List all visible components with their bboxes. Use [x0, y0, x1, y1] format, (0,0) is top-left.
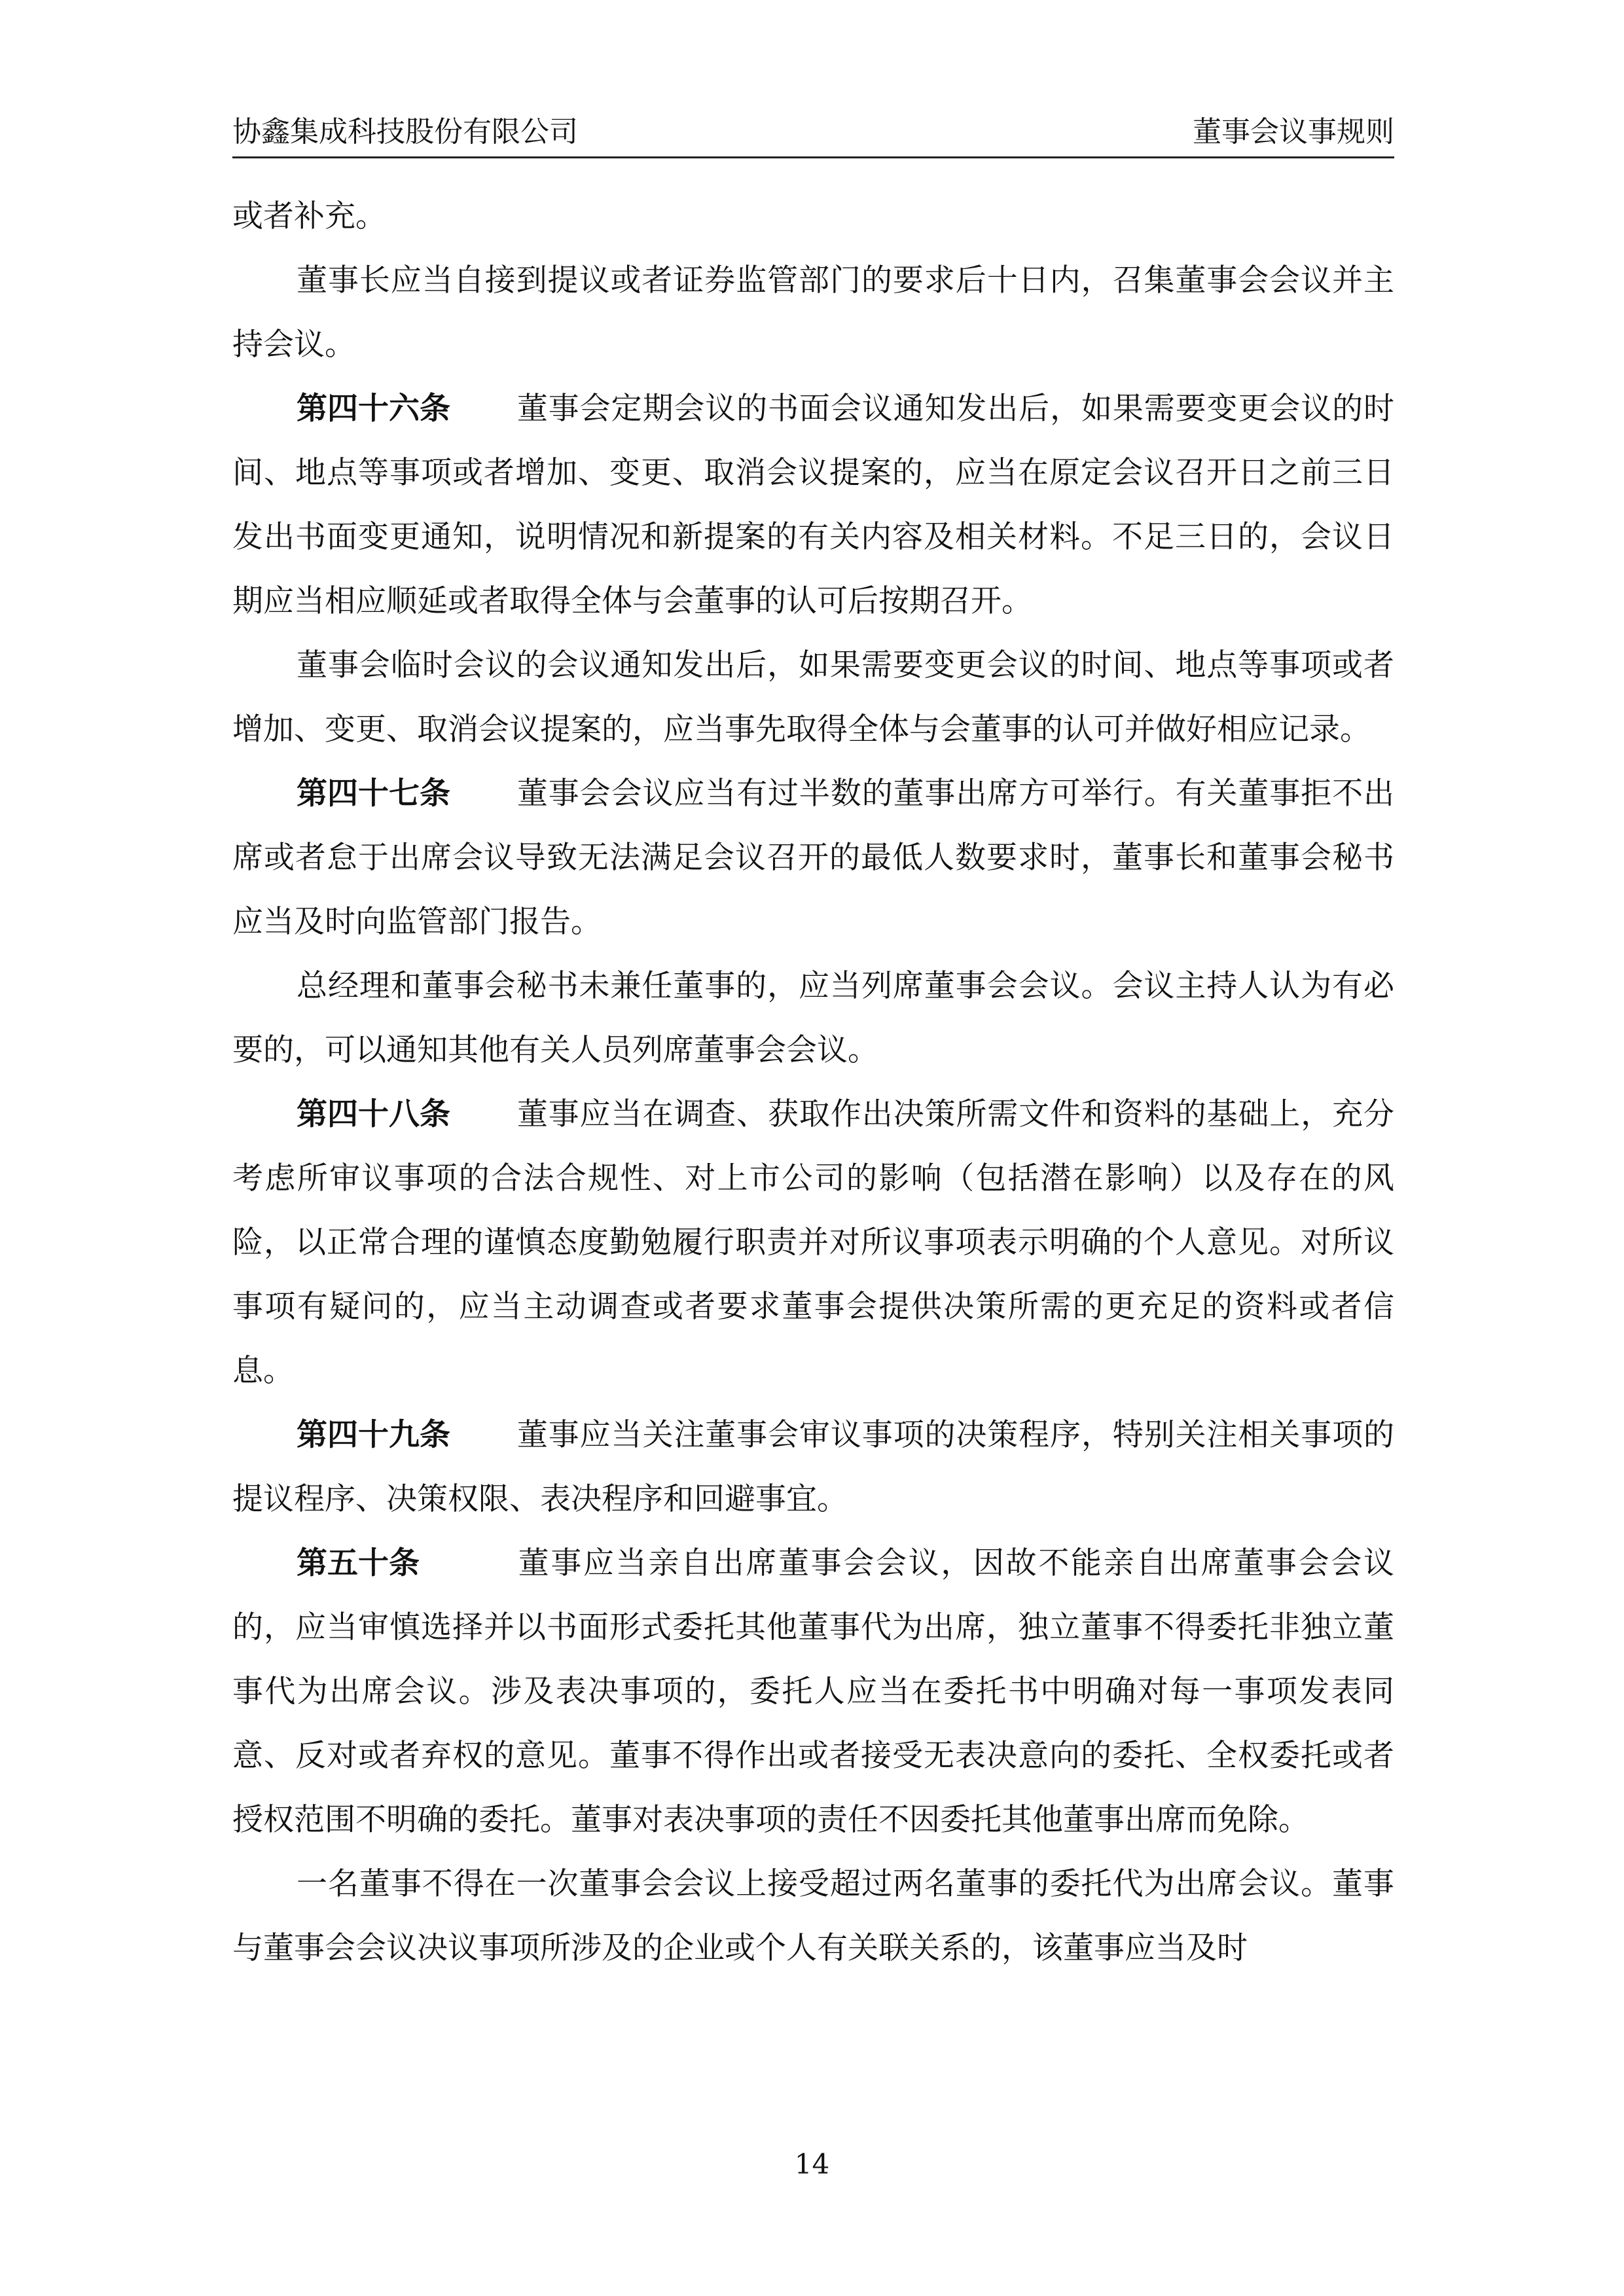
paragraph-text: 一名董事不得在一次董事会会议上接受超过两名董事的委托代为出席会议。董事与董事会会议决议事项所涉及的企业或个人有关联关系的，该董事应当及时 — [232, 1866, 1394, 1966]
paragraph — [232, 634, 1394, 762]
paragraph-text: 或者补充。 — [232, 198, 386, 234]
paragraph-text: 董事长应当自接到提议或者证券监管部门的要求后十日内，召集董事会会议并主持会议。 — [232, 262, 1394, 363]
paragraph-text: 董事应当亲自出席董事会会议，因故不能亲自出席董事会会议的，应当审慎选择并以书面形式委托其他董事代为出席，独立董事不得委托非独立董事代为出席会议。涉及表决事项的，委托人应当在委托书中明确对每一事项发表同意、反对或者弃权的意见。董事不得作出或者接受无表决意向的委托、全权委托或者授权范围不明确的委托。董事对表决事项的责任不因委托其他董事出席而免除。 — [232, 1545, 1394, 1838]
document-body — [232, 185, 1394, 1981]
article-number: 第四十七条 — [297, 776, 450, 812]
article-paragraph — [232, 377, 1394, 634]
article-paragraph — [232, 1532, 1394, 1852]
paragraph-text: 董事应当在调查、获取作出决策所需文件和资料的基础上，充分考虑所审议事项的合法合规性、对上市公司的影响（包括潜在影响）以及存在的风险，以正常合理的谨慎态度勤勉履行职责并对所议事项表示明确的个人意见。对所议事项有疑问的，应当主动调查或者要求董事会提供决策所需的更充足的资料或者信息。 — [232, 1096, 1394, 1389]
paragraph-text: 董事会临时会议的会议通知发出后，如果需要变更会议的时间、地点等事项或者增加、变更、取消会议提案的，应当事先取得全体与会董事的认可并做好相应记录。 — [232, 647, 1394, 747]
page-header — [232, 110, 1394, 158]
paragraph — [232, 1852, 1394, 1981]
page-number: 14 — [794, 2148, 830, 2180]
document-title: 董事会议事规则 — [1193, 115, 1394, 149]
article-number: 第四十八条 — [297, 1096, 450, 1132]
article-number: 第四十六条 — [297, 391, 450, 427]
paragraph-text: 总经理和董事会秘书未兼任董事的，应当列席董事会会议。会议主持人认为有必要的，可以通知其他有关人员列席董事会会议。 — [232, 968, 1394, 1068]
paragraph-text: 董事会会议应当有过半数的董事出席方可举行。有关董事拒不出席或者怠于出席会议导致无法满足会议召开的最低人数要求时，董事长和董事会秘书应当及时向监管部门报告。 — [232, 776, 1394, 940]
paragraph-text: 董事应当关注董事会审议事项的决策程序，特别关注相关事项的提议程序、决策权限、表决程序和回避事宜。 — [232, 1417, 1394, 1517]
article-paragraph — [232, 762, 1394, 954]
article-paragraph — [232, 1083, 1394, 1403]
company-name: 协鑫集成科技股份有限公司 — [232, 115, 578, 149]
paragraph — [232, 249, 1394, 377]
article-number: 第四十九条 — [297, 1417, 450, 1453]
paragraph — [232, 954, 1394, 1083]
article-paragraph — [232, 1403, 1394, 1532]
paragraph — [232, 185, 1394, 249]
paragraph-text: 董事会定期会议的书面会议通知发出后，如果需要变更会议的时间、地点等事项或者增加、变更、取消会议提案的，应当在原定会议召开日之前三日发出书面变更通知，说明情况和新提案的有关内容及相关材料。不足三日的，会议日期应当相应顺延或者取得全体与会董事的认可后按期召开。 — [232, 391, 1394, 619]
article-number: 第五十条 — [297, 1545, 420, 1581]
